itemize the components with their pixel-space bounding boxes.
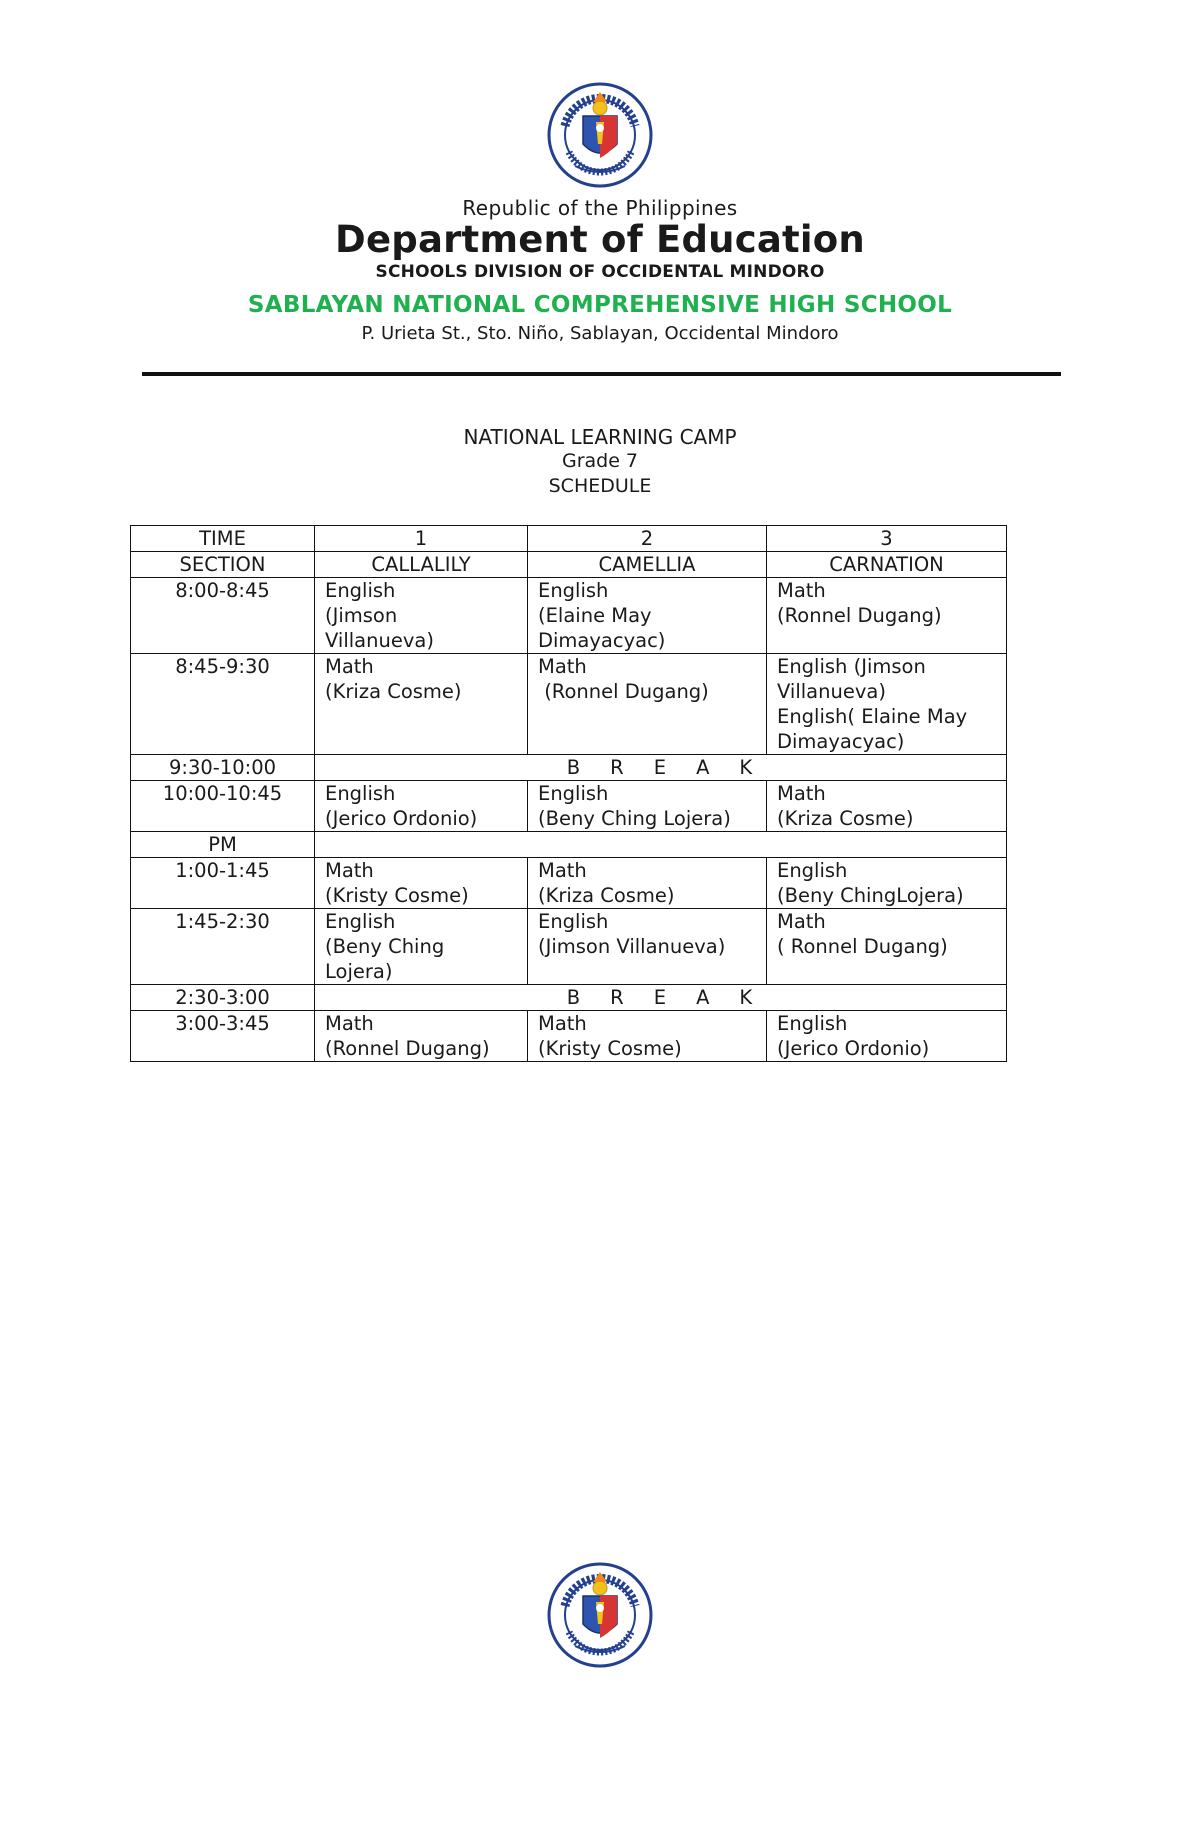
class-cell: [315, 1011, 528, 1062]
table-row: [131, 858, 1007, 909]
break-letter: R: [610, 756, 626, 779]
cell-line: Math: [325, 859, 374, 882]
time-cell: 8:00-8:45: [131, 578, 315, 654]
cell-line: English (Jimson: [777, 655, 926, 678]
cell-line: Math: [777, 782, 826, 805]
time-cell: 2:30-3:00: [131, 985, 315, 1011]
cell-line: Math: [325, 655, 374, 678]
class-cell: [767, 654, 1007, 755]
cell-line: Villanueva): [777, 680, 886, 703]
cell-line: (Jimson Villanueva): [538, 935, 726, 958]
school-name: SABLAYAN NATIONAL COMPREHENSIVE HIGH SCHOOL: [247, 292, 953, 318]
cell-line: English: [538, 782, 609, 805]
cell-line: Dimayacyac): [538, 629, 666, 652]
break-letter: E: [653, 986, 669, 1009]
cell-line: English: [325, 579, 396, 602]
break-letter: K: [739, 986, 755, 1009]
break-letter: A: [696, 986, 712, 1009]
pm-row: [131, 832, 1007, 858]
time-cell: 1:00-1:45: [131, 858, 315, 909]
schedule-label: SCHEDULE: [548, 475, 652, 497]
class-cell: [528, 1011, 767, 1062]
pm-label: PM: [131, 832, 315, 858]
cell-line: Math: [538, 655, 587, 678]
cell-line: (Kriza Cosme): [325, 680, 462, 703]
header-slot-1: 1: [315, 526, 528, 552]
grade-label: Grade 7: [561, 450, 639, 472]
cell-line: (Kristy Cosme): [538, 1037, 682, 1060]
cell-line: Math: [538, 1012, 587, 1035]
break-letter: A: [696, 756, 712, 779]
document-title: NATIONAL LEARNING CAMP: [463, 425, 737, 449]
division-name: SCHOOLS DIVISION OF OCCIDENTAL MINDORO: [375, 262, 825, 282]
school-address: P. Urieta St., Sto. Niño, Sablayan, Occidental Mindoro: [361, 323, 839, 344]
cell-line: English: [777, 859, 848, 882]
class-cell: [767, 578, 1007, 654]
break-row: [131, 985, 1007, 1011]
time-cell: 3:00-3:45: [131, 1011, 315, 1062]
time-cell: 10:00-10:45: [131, 781, 315, 832]
cell-line: (Jerico Ordonio): [325, 807, 478, 830]
cell-line: (Ronnel Dugang): [325, 1037, 490, 1060]
table-row: [131, 781, 1007, 832]
cell-line: (Ronnel Dugang): [777, 604, 942, 627]
time-cell: 1:45-2:30: [131, 909, 315, 985]
break-cell: [315, 755, 1007, 781]
cell-line: (Beny Ching: [325, 935, 445, 958]
republic-line: Republic of the Philippines: [462, 196, 738, 220]
break-row: [131, 755, 1007, 781]
class-cell: [528, 858, 767, 909]
break-letter: K: [739, 756, 755, 779]
break-letter: R: [610, 986, 626, 1009]
class-cell: [767, 909, 1007, 985]
schedule-table: [130, 525, 1007, 1062]
class-cell: [767, 858, 1007, 909]
header-divider: [142, 372, 1061, 376]
cell-line: (Jimson: [325, 604, 398, 627]
cell-line: English: [325, 910, 396, 933]
deped-seal-top: [547, 82, 653, 188]
header-slot-3: 3: [767, 526, 1007, 552]
class-cell: [528, 578, 767, 654]
deped-seal-bottom: [547, 1562, 653, 1668]
cell-line: Dimayacyac): [777, 730, 905, 753]
cell-line: English: [777, 1012, 848, 1035]
cell-line: (Jerico Ordonio): [777, 1037, 930, 1060]
cell-line: ( Ronnel Dugang): [777, 935, 948, 958]
section-carnation: CARNATION: [767, 552, 1007, 578]
department-name: Department of Education: [335, 218, 865, 261]
break-cell: [315, 985, 1007, 1011]
class-cell: [528, 909, 767, 985]
section-row: [131, 552, 1007, 578]
class-cell: [315, 654, 528, 755]
section-camellia: CAMELLIA: [528, 552, 767, 578]
break-letter: E: [653, 756, 669, 779]
table-row: [131, 1011, 1007, 1062]
class-cell: [528, 654, 767, 755]
time-cell: 9:30-10:00: [131, 755, 315, 781]
class-cell: [315, 909, 528, 985]
table-row: [131, 654, 1007, 755]
header-row: [131, 526, 1007, 552]
class-cell: [315, 781, 528, 832]
cell-line: English( Elaine May: [777, 705, 968, 728]
cell-line: (Beny ChingLojera): [777, 884, 964, 907]
cell-line: English: [538, 579, 609, 602]
cell-line: (Beny Ching Lojera): [538, 807, 731, 830]
class-cell: [315, 858, 528, 909]
time-cell: 8:45-9:30: [131, 654, 315, 755]
section-label: SECTION: [131, 552, 315, 578]
cell-line: Math: [777, 579, 826, 602]
section-callalily: CALLALILY: [315, 552, 528, 578]
cell-line: (Kriza Cosme): [777, 807, 914, 830]
break-letter: B: [566, 756, 583, 779]
class-cell: [315, 578, 528, 654]
header-time: TIME: [131, 526, 315, 552]
cell-line: Villanueva): [325, 629, 434, 652]
cell-line: English: [325, 782, 396, 805]
cell-line: Math: [325, 1012, 374, 1035]
table-row: [131, 578, 1007, 654]
header-slot-2: 2: [528, 526, 767, 552]
cell-line: English: [538, 910, 609, 933]
class-cell: [767, 1011, 1007, 1062]
cell-line: Math: [777, 910, 826, 933]
table-row: [131, 909, 1007, 985]
cell-line: (Elaine May: [538, 604, 652, 627]
class-cell: [767, 781, 1007, 832]
cell-line: (Kristy Cosme): [325, 884, 469, 907]
break-letter: B: [566, 986, 583, 1009]
pm-empty-cell: [315, 832, 1007, 858]
cell-line: (Ronnel Dugang): [538, 680, 709, 703]
class-cell: [528, 781, 767, 832]
cell-line: Math: [538, 859, 587, 882]
cell-line: (Kriza Cosme): [538, 884, 675, 907]
cell-line: Lojera): [325, 960, 393, 983]
